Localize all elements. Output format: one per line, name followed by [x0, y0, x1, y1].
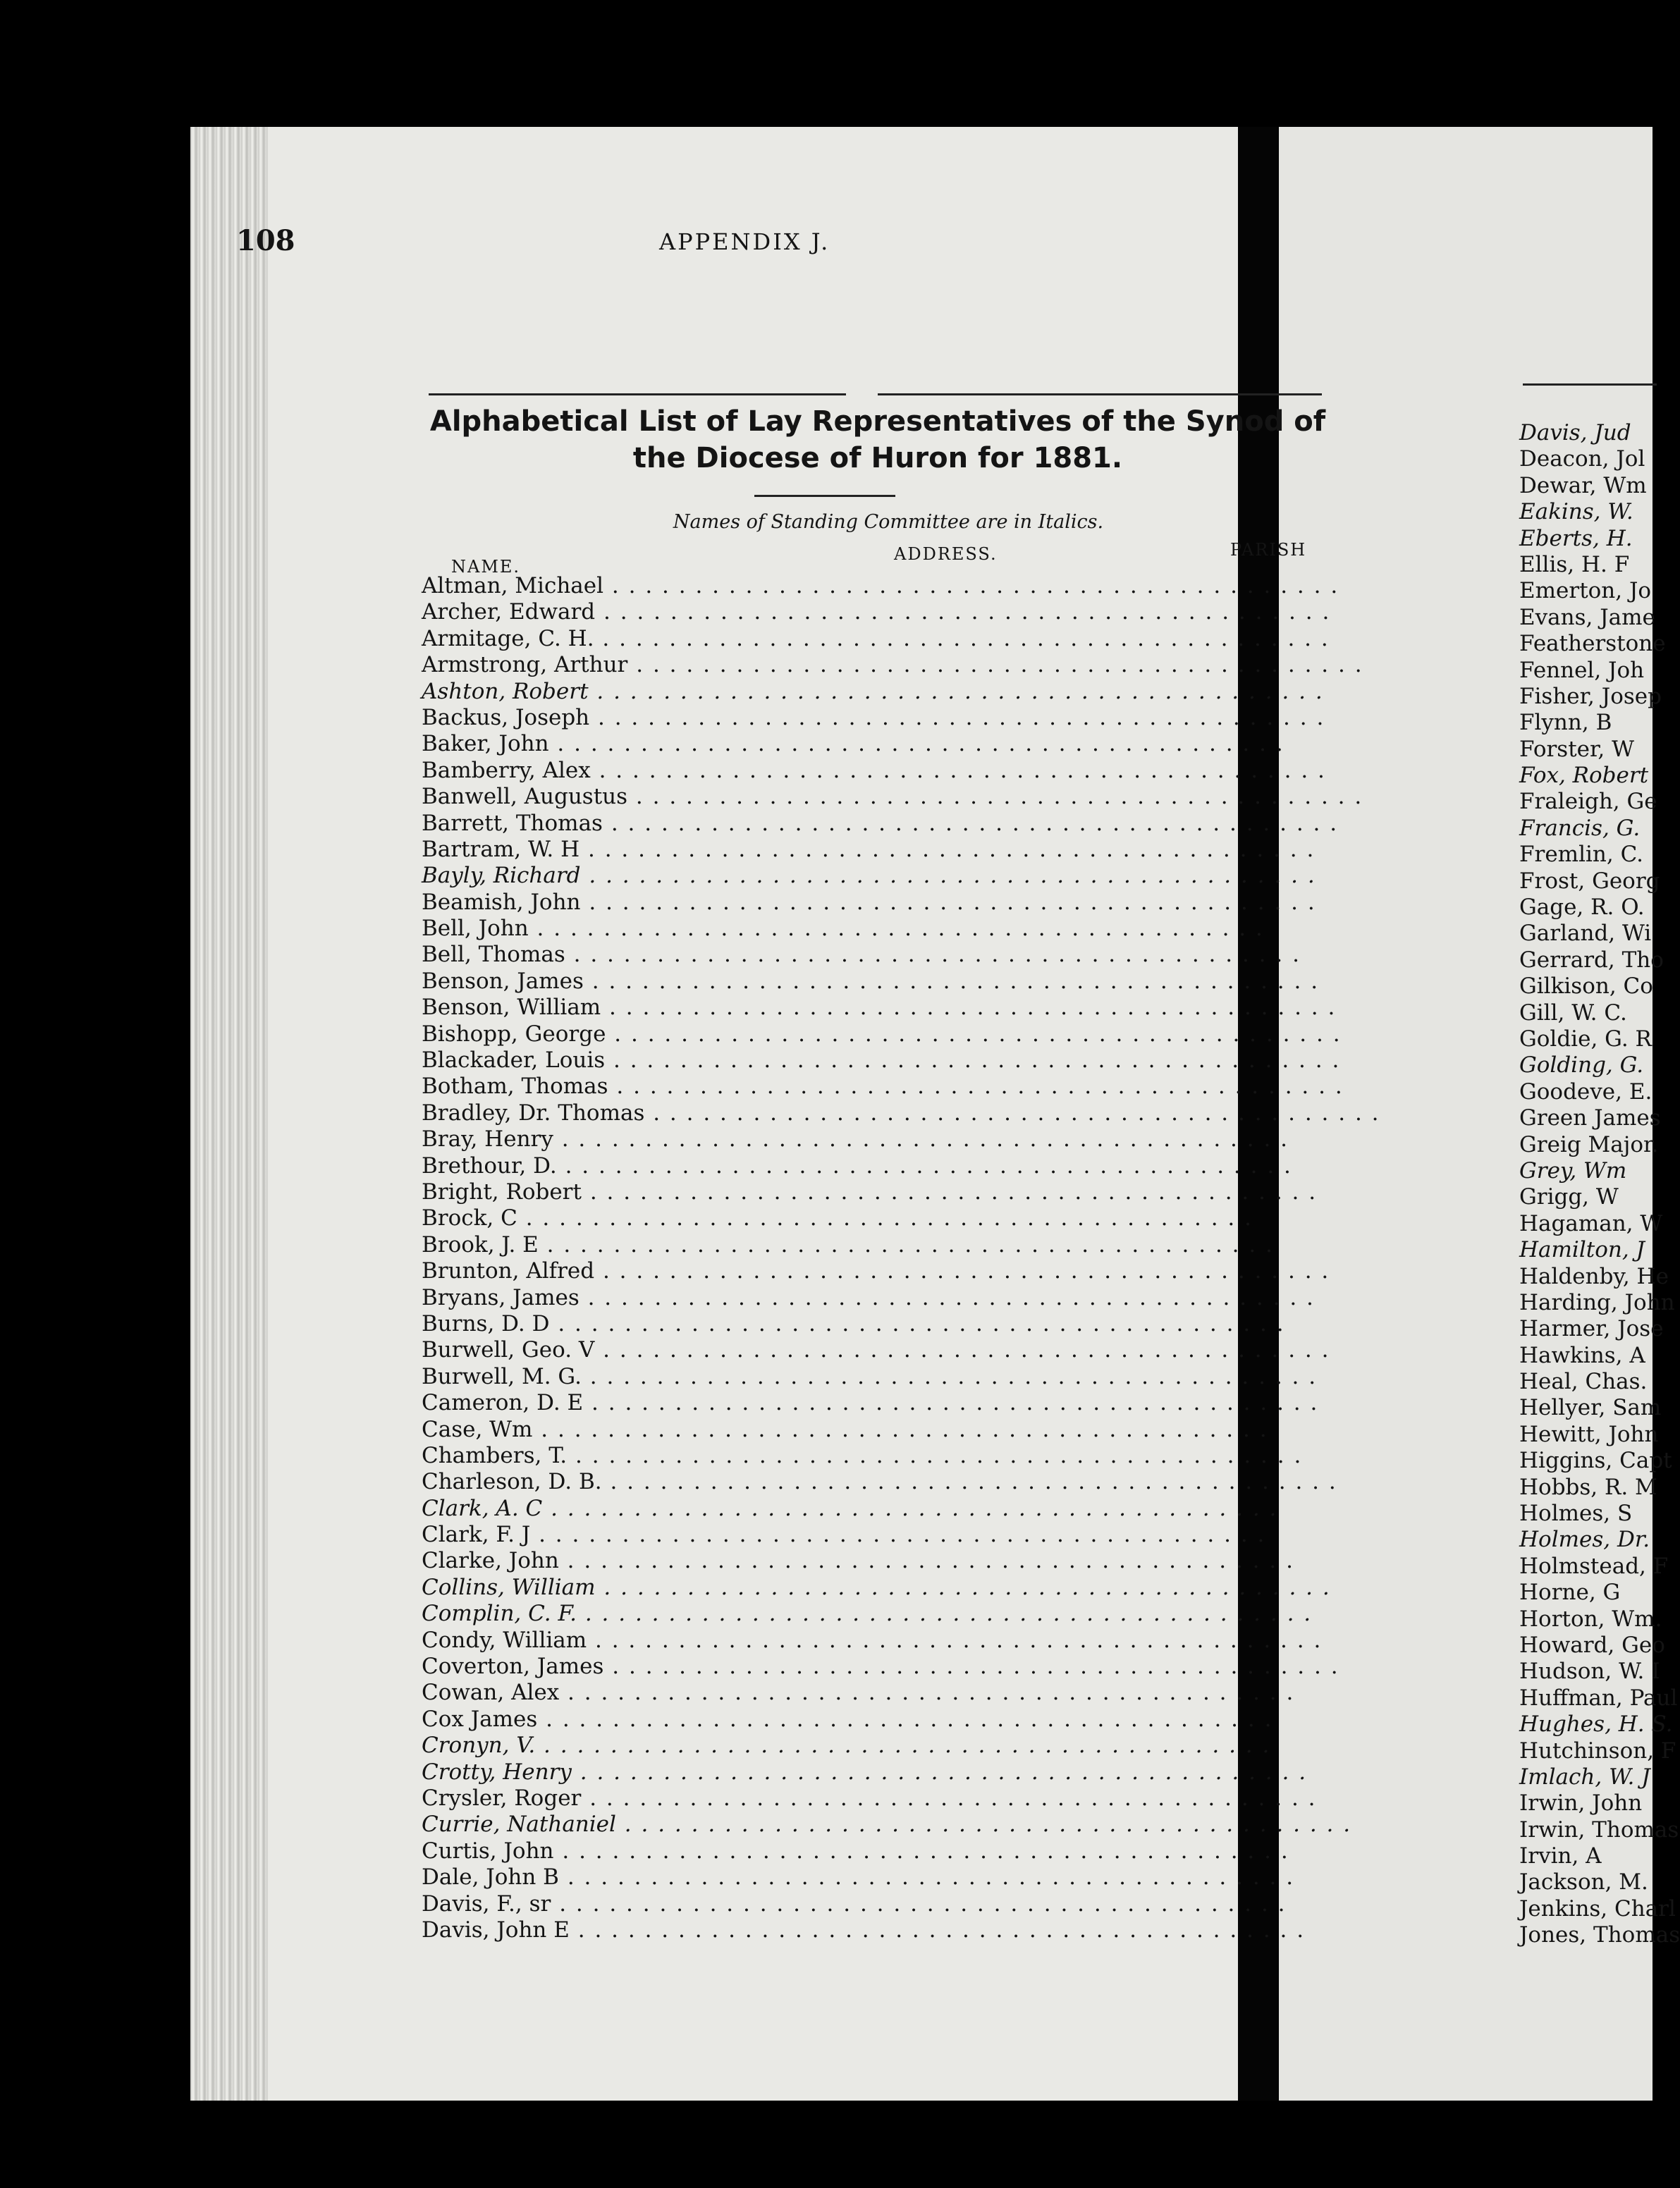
list-item — [422, 679, 1328, 705]
facing-list-item: Jackson, M. — [1519, 1869, 1648, 1895]
representative-name: Brock, C . . . — [422, 1205, 853, 1231]
list-item — [422, 1232, 1328, 1258]
list-item — [422, 1891, 1328, 1917]
representative-name: Altman, Michael . . . — [422, 573, 853, 599]
representative-name: Burwell, Geo. V . . . — [422, 1337, 853, 1363]
facing-list-item: Evans, Jame — [1519, 604, 1655, 630]
facing-list-item: Holmes, Dr. — [1519, 1527, 1650, 1553]
representative-name: Dale, John B . . . — [422, 1864, 853, 1891]
representative-name: Bell, Thomas . . . — [422, 942, 853, 968]
facing-list-item: Irvin, A — [1519, 1843, 1602, 1869]
representative-name: Burns, D. D . . . — [422, 1311, 853, 1337]
list-item — [422, 1548, 1328, 1574]
representative-name: Bradley, Dr. Thomas . . . — [422, 1100, 853, 1126]
representative-name: Clark, F. J . . . — [422, 1522, 853, 1548]
list-item — [422, 1917, 1328, 1943]
representative-name: Bray, Henry . . . — [422, 1126, 853, 1153]
list-item — [422, 1443, 1328, 1469]
facing-list-item: Fox, Robert — [1519, 763, 1649, 789]
list-item — [422, 837, 1328, 863]
representative-name: Clarke, John . . . — [422, 1548, 853, 1574]
facing-list-item: Hewitt, John — [1519, 1421, 1659, 1447]
list-item — [422, 1575, 1328, 1601]
facing-list-item: Emerton, Jo — [1519, 578, 1652, 604]
list-item — [422, 1864, 1328, 1891]
facing-header-rule — [1523, 383, 1657, 386]
header-rule-left — [429, 393, 846, 395]
representative-name: Chambers, T. . . . — [422, 1443, 853, 1469]
representative-name: Bright, Robert . . . — [422, 1179, 853, 1205]
representative-name: Baker, John . . . — [422, 731, 853, 757]
representative-name: Cameron, D. E . . . — [422, 1390, 853, 1416]
representative-name: Bishopp, George . . . — [422, 1021, 853, 1047]
list-item — [422, 1417, 1328, 1443]
facing-list-item: Gilkison, Co — [1519, 973, 1653, 1000]
facing-list-item: Howard, Geo — [1519, 1632, 1665, 1658]
list-item — [422, 1074, 1328, 1100]
representative-name: Condy, William . . . — [422, 1628, 853, 1654]
facing-list-item: Green James — [1519, 1105, 1661, 1131]
list-item — [422, 1179, 1328, 1205]
facing-list-item: Goodeve, E. — [1519, 1078, 1653, 1105]
list-item — [422, 599, 1328, 625]
facing-list-item: Harmer, Jose — [1519, 1316, 1664, 1342]
facing-list-item: Greig Major. — [1519, 1131, 1659, 1157]
facing-list-item: Grigg, W — [1519, 1184, 1619, 1210]
representative-name: Case, Wm . . . — [422, 1417, 853, 1443]
list-item — [422, 1390, 1328, 1416]
representative-name: Clark, A. C . . . — [422, 1496, 853, 1522]
facing-list-item: Golding, G. — [1519, 1052, 1644, 1078]
facing-list-item: Flynn, B — [1519, 710, 1612, 736]
representative-name: Davis, F., sr . . . — [422, 1891, 853, 1917]
list-item — [422, 1812, 1328, 1838]
facing-list-item: Hellyer, Sam — [1519, 1395, 1662, 1421]
facing-list-item: Frost, Georg — [1519, 868, 1660, 894]
column-header-parish: PARISH — [1230, 540, 1307, 560]
facing-list-item: Jenkins, Charl — [1519, 1895, 1676, 1922]
facing-list-item: Hobbs, R. M — [1519, 1474, 1657, 1500]
list-item — [422, 890, 1328, 916]
list-item — [422, 811, 1328, 837]
representative-name: Banwell, Augustus . . . — [422, 784, 853, 810]
list-item — [422, 626, 1328, 652]
representative-name: Barrett, Thomas . . . — [422, 811, 853, 837]
facing-list-item: Fennel, Joh — [1519, 657, 1645, 683]
list-item — [422, 1601, 1328, 1627]
facing-list-item: Irwin, John — [1519, 1790, 1643, 1817]
facing-list-item: Fisher, Josep — [1519, 683, 1662, 709]
list-item — [422, 1047, 1328, 1074]
title-rule — [754, 495, 895, 497]
representative-name: Backus, Joseph . . . — [422, 705, 853, 731]
facing-list-item: Haldenby, He — [1519, 1263, 1669, 1289]
representative-name: Crysler, Roger . . . — [422, 1786, 853, 1812]
representative-name: Brunton, Alfred . . . — [422, 1258, 853, 1284]
facing-list-item: Hawkins, A — [1519, 1342, 1645, 1368]
list-item — [422, 969, 1328, 995]
facing-list-item: Gill, W. C. — [1519, 1000, 1627, 1026]
representative-name: Cox James . . . — [422, 1707, 853, 1733]
list-item — [422, 995, 1328, 1021]
list-item — [422, 1021, 1328, 1047]
list-item — [422, 1786, 1328, 1812]
facing-list-item: Gage, R. O. — [1519, 895, 1645, 921]
list-title — [377, 403, 1378, 477]
representative-name: Burwell, M. G. . . . — [422, 1364, 853, 1390]
representative-name: Brook, J. E . . . — [422, 1232, 853, 1258]
facing-list-item: Fremlin, C. — [1519, 842, 1644, 868]
facing-list-item: Jones, Thomas — [1519, 1922, 1680, 1948]
facing-list-item: Hudson, W. I — [1519, 1659, 1660, 1685]
representative-name: Complin, C. F. . . . — [422, 1601, 853, 1627]
list-item — [422, 573, 1328, 599]
representative-name: Blackader, Louis . . . — [422, 1047, 853, 1074]
list-item — [422, 1285, 1328, 1311]
representative-name: Bayly, Richard . . . — [422, 863, 853, 889]
representative-name: Davis, John E . . . — [422, 1917, 853, 1943]
column-header-address: ADDRESS. — [894, 544, 998, 564]
representative-name: Botham, Thomas . . . — [422, 1074, 853, 1100]
facing-list-item: Francis, G. — [1519, 815, 1641, 841]
facing-list-item: Heal, Chas. — [1519, 1369, 1648, 1395]
page-edges — [190, 127, 268, 2101]
representative-name: Bartram, W. H . . . — [422, 837, 853, 863]
representatives-list — [422, 573, 1328, 1943]
list-item — [422, 652, 1328, 678]
representative-name: Curtis, John . . . — [422, 1838, 853, 1864]
title-line-2: the Diocese of Huron for 1881. — [632, 442, 1123, 474]
representative-name: Benson, James . . . — [422, 969, 853, 995]
list-item — [422, 916, 1328, 942]
list-item — [422, 784, 1328, 810]
column-header-name: NAME. — [451, 557, 521, 577]
facing-list-item: Holmstead, F — [1519, 1553, 1669, 1579]
representative-name: Collins, William . . . — [422, 1575, 853, 1601]
representative-name: Archer, Edward . . . — [422, 599, 853, 625]
representative-name: Brethour, D. . . . — [422, 1153, 853, 1179]
facing-page-names — [1519, 420, 1680, 1949]
representative-name: Benson, William . . . — [422, 995, 853, 1021]
list-item — [422, 942, 1328, 968]
representative-name: Crotty, Henry . . . — [422, 1759, 853, 1786]
facing-list-item: Gerrard, Tho — [1519, 947, 1664, 973]
italics-note: Names of Standing Committee are in Italics. — [673, 511, 1104, 533]
list-item — [422, 1759, 1328, 1786]
facing-list-item: Forster, W — [1519, 736, 1634, 762]
header-rule-right — [878, 393, 1322, 395]
facing-list-item: Ellis, H. F — [1519, 551, 1630, 577]
representative-name: Cronyn, V. . . . — [422, 1733, 853, 1759]
facing-list-item: Horne, G — [1519, 1580, 1621, 1606]
facing-list-item: Featherstone — [1519, 631, 1666, 657]
page-header — [236, 224, 1343, 266]
facing-list-item: Grey, Wm — [1519, 1157, 1627, 1184]
list-item — [422, 1733, 1328, 1759]
facing-list-item: Hagaman, W — [1519, 1210, 1663, 1236]
list-item — [422, 1469, 1328, 1495]
representative-name: Coverton, James . . . — [422, 1654, 853, 1680]
list-item — [422, 1100, 1328, 1126]
facing-list-item: Harding, John — [1519, 1289, 1675, 1315]
facing-list-item: Imlach, W. J — [1519, 1764, 1650, 1790]
facing-list-item: Deacon, Jol — [1519, 446, 1645, 472]
list-item — [422, 1337, 1328, 1363]
representative-name: Ashton, Robert . . . — [422, 679, 853, 705]
list-item — [422, 731, 1328, 757]
list-item — [422, 1205, 1328, 1231]
facing-list-item: Davis, Jud — [1519, 420, 1631, 445]
title-line-1: Alphabetical List of Lay Representatives of the Synod of — [429, 405, 1326, 438]
facing-list-item: Hughes, H. S. — [1519, 1711, 1673, 1738]
facing-list-item: Garland, Wi — [1519, 921, 1652, 947]
representative-name: Bamberry, Alex . . . — [422, 758, 853, 784]
list-item — [422, 863, 1328, 889]
list-item — [422, 705, 1328, 731]
facing-list-item: Fraleigh, Ge — [1519, 789, 1657, 815]
list-item — [422, 1364, 1328, 1390]
representative-name: Armstrong, Arthur . . . — [422, 652, 853, 678]
representative-name: Beamish, John . . . — [422, 890, 853, 916]
facing-list-item: Eberts, H. — [1519, 525, 1633, 551]
representative-name: Armitage, C. H. . . . — [422, 626, 853, 652]
list-item — [422, 1707, 1328, 1733]
facing-list-item: Dewar, Wm — [1519, 472, 1647, 498]
facing-list-item: Holmes, S — [1519, 1501, 1633, 1527]
running-head: APPENDIX J. — [659, 228, 830, 255]
facing-list-item: Irwin, Thomas — [1519, 1817, 1679, 1843]
list-item — [422, 1496, 1328, 1522]
list-item — [422, 758, 1328, 784]
representative-name: Currie, Nathaniel . . . — [422, 1812, 853, 1838]
list-item — [422, 1153, 1328, 1179]
facing-list-item: Hutchinson, F — [1519, 1738, 1676, 1764]
facing-list-item: Goldie, G. R — [1519, 1026, 1652, 1052]
representative-name: Bell, John . . . — [422, 916, 853, 942]
facing-list-item: Higgins, Capt — [1519, 1448, 1672, 1474]
facing-list-item: Eakins, W. — [1519, 499, 1633, 525]
list-item — [422, 1838, 1328, 1864]
list-item — [422, 1311, 1328, 1337]
list-item — [422, 1654, 1328, 1680]
list-item — [422, 1522, 1328, 1548]
representative-name: Bryans, James . . . — [422, 1285, 853, 1311]
representative-name: Charleson, D. B. . . . — [422, 1469, 853, 1495]
facing-list-item: Hamilton, J — [1519, 1237, 1645, 1263]
page-number: 108 — [236, 224, 295, 257]
list-item — [422, 1126, 1328, 1153]
list-item — [422, 1628, 1328, 1654]
facing-list-item: Horton, Wm. — [1519, 1606, 1662, 1632]
facing-list-item: Huffman, Paul — [1519, 1685, 1678, 1711]
list-item — [422, 1258, 1328, 1284]
representative-name: Cowan, Alex . . . — [422, 1680, 853, 1706]
list-item — [422, 1680, 1328, 1706]
